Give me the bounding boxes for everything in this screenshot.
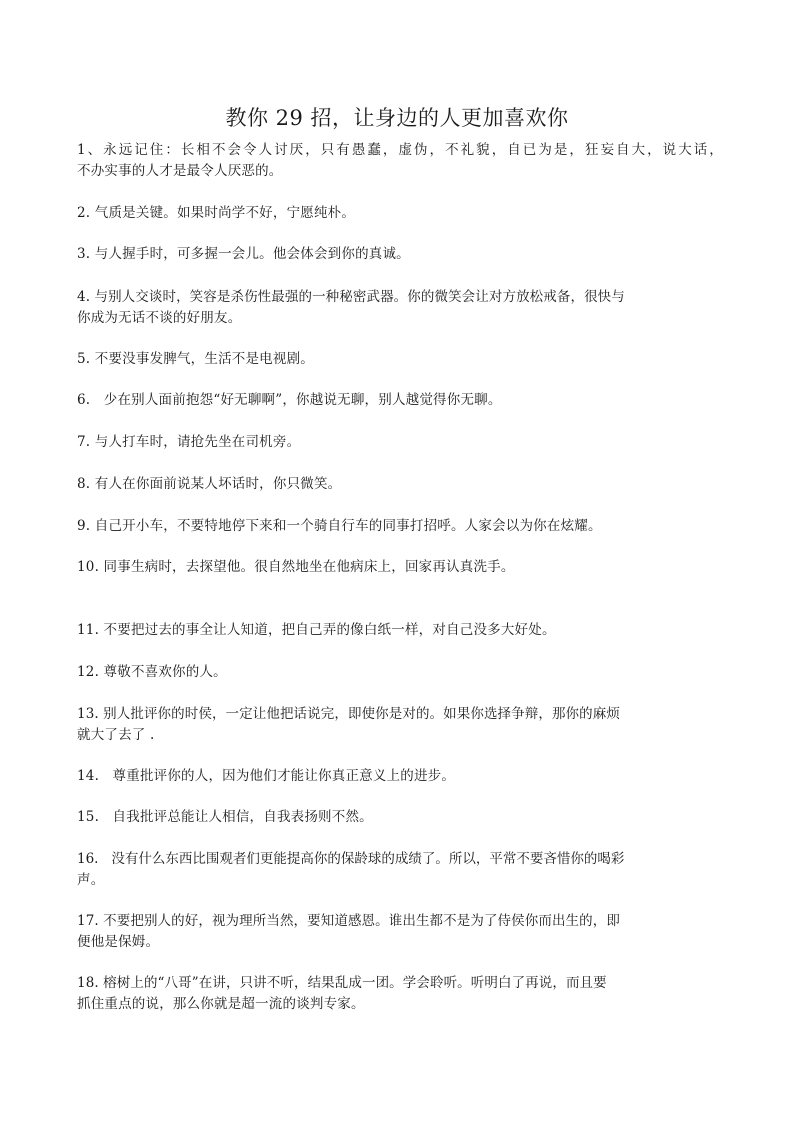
tip-line: 10. 同事生病时，去探望他。很自然地坐在他病床上，回家再认真洗手。: [77, 559, 515, 575]
tip-item-18: [77, 973, 723, 1014]
tip-item-14: [77, 766, 723, 787]
tip-line: 6. 少在别人面前抱怨“好无聊啊”，你越说无聊，别人越觉得你无聊。: [77, 392, 502, 408]
tip-line: 便他是保姆。: [77, 933, 160, 950]
tip-line: 9. 自己开小车，不要特地停下来和一个骑自行车的同事打招呼。人家会以为你在炫耀。: [77, 518, 602, 534]
tip-line: 5. 不要没事发脾气，生活不是电视剧。: [77, 351, 314, 367]
tip-line: 11. 不要把过去的事全让人知道，把自己弄的像白纸一样，对自己没多大好处。: [77, 622, 556, 638]
tip-line: 14. 尊重批评你的人，因为他们才能让你真正意义上的进步。: [77, 768, 456, 784]
tip-item-10: [77, 557, 723, 578]
tip-line: 15. 自我批评总能让人相信，自我表扬则不然。: [77, 809, 373, 825]
tip-item-9: [77, 516, 723, 537]
tip-item-15: [77, 807, 723, 828]
tip-line: 13. 别人批评你的时侯，一定让他把话说完，即使你是对的。如果你选择争辩，那你的麻烦: [77, 706, 620, 722]
page-title: 教你 29 招，让身边的人更加喜欢你: [225, 106, 569, 130]
tip-line: 就大了去了 .: [77, 726, 155, 743]
tip-line: 4. 与别人交谈时，笑容是杀伤性最强的一种秘密武器。你的微笑会让对方放松戒备，很快与: [77, 289, 625, 305]
tip-line: 7. 与人打车时，请抢先坐在司机旁。: [77, 434, 301, 450]
tip-line: 12. 尊敬不喜欢你的人。: [77, 664, 227, 680]
tip-line: 你成为无话不谈的好朋友。: [77, 309, 242, 326]
tip-line: 3. 与人握手时，可多握一会儿。他会体会到你的真诚。: [77, 246, 410, 262]
tip-item-17: [77, 911, 723, 952]
tip-line: 1、永远记住：长相不会令人讨厌，只有愚蠢，虚伪，不礼貌，自已为是，狂妄自大，说大话，: [77, 142, 723, 158]
tip-item-16: [77, 849, 723, 890]
tip-line: 2. 气质是关键。如果时尚学不好，宁愿纯朴。: [77, 205, 356, 221]
tip-item-7: [77, 432, 723, 453]
tip-item-5: [77, 349, 723, 370]
tip-item-4: [77, 287, 723, 328]
tip-item-8: [77, 474, 723, 495]
tip-line: 抓住重点的说，那么你就是超一流的谈判专家。: [77, 995, 365, 1012]
tip-item-6: [77, 390, 723, 411]
tip-line: 17. 不要把别人的好，视为理所当然，要知道感恩。谁出生都不是为了侍侯你而出生的，即: [77, 913, 620, 929]
tip-item-11: [77, 620, 723, 641]
tip-item-3: [77, 244, 723, 265]
tip-line: 18. 榕树上的“八哥”在讲，只讲不听，结果乱成一团。学会聆听。听明白了再说，而且要: [77, 975, 607, 991]
tip-line: 声。: [77, 871, 105, 888]
tip-item-2: [77, 203, 723, 224]
tip-item-12: [77, 662, 723, 683]
tip-line: 8. 有人在你面前说某人坏话时，你只微笑。: [77, 476, 342, 492]
tip-item-13: [77, 704, 723, 745]
tip-item-1: [77, 140, 723, 181]
tip-line: 16. 没有什么东西比围观者们更能提高你的保龄球的成绩了。所以，平常不要吝惜你的喝彩: [77, 851, 625, 867]
tip-line: 不办实事的人才是最令人厌恶的。: [77, 162, 283, 179]
